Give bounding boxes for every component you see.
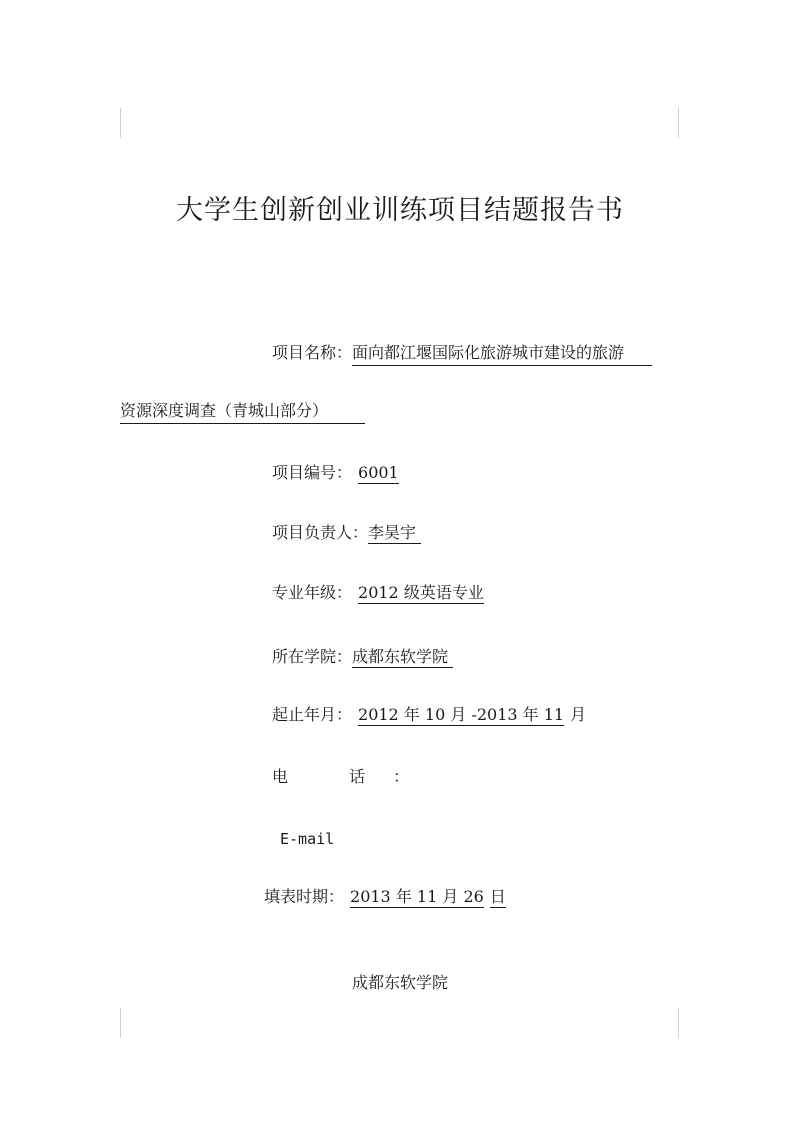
period-row xyxy=(272,704,586,726)
crop-mark-bottom-left xyxy=(120,1008,121,1038)
period-value: 2012 年 10 月 -2013 年 11 xyxy=(358,705,565,724)
fill-date-row xyxy=(264,886,506,908)
period-label: 起止年月： xyxy=(272,705,353,724)
project-name-row xyxy=(272,342,652,366)
project-number-label: 项目编号： xyxy=(272,463,353,482)
project-name-label: 项目名称： xyxy=(272,343,353,362)
college-label: 所在学院： xyxy=(272,647,353,666)
footer-institution: 成都东软学院 xyxy=(351,973,448,992)
crop-mark-top-left xyxy=(120,108,121,138)
project-number-value: 6001 xyxy=(358,463,399,482)
phone-row xyxy=(272,766,437,788)
fill-date-value: 2013 年 11 月 26 xyxy=(350,887,484,906)
project-leader-label: 项目负责人： xyxy=(272,523,369,542)
project-leader-value: 李昊宇 xyxy=(368,523,417,542)
document-title: 大学生创新创业训练项目结题报告书 xyxy=(176,195,624,226)
crop-mark-bottom-right xyxy=(678,1008,679,1038)
college-row xyxy=(272,646,453,668)
project-name-continuation-row xyxy=(120,400,365,424)
period-suffix: 月 xyxy=(570,705,587,724)
project-leader-row xyxy=(272,522,421,544)
project-number-row xyxy=(272,462,399,484)
project-name-value-line2: 资源深度调查（青城山部分） xyxy=(120,400,365,424)
fill-date-suffix: 日 xyxy=(489,887,506,906)
crop-mark-top-right xyxy=(678,108,679,138)
major-grade-label: 专业年级： xyxy=(272,583,353,602)
email-row xyxy=(280,828,334,850)
major-grade-value: 2012 级英语专业 xyxy=(358,583,484,602)
major-grade-row xyxy=(272,582,484,604)
email-label: E-mail xyxy=(280,830,335,848)
fill-date-label: 填表时期： xyxy=(264,887,345,906)
phone-label: 电 话： xyxy=(272,767,438,786)
college-value: 成都东软学院 xyxy=(352,647,449,666)
project-name-value-line1: 面向都江堰国际化旅游城市建设的旅游 xyxy=(352,342,652,366)
